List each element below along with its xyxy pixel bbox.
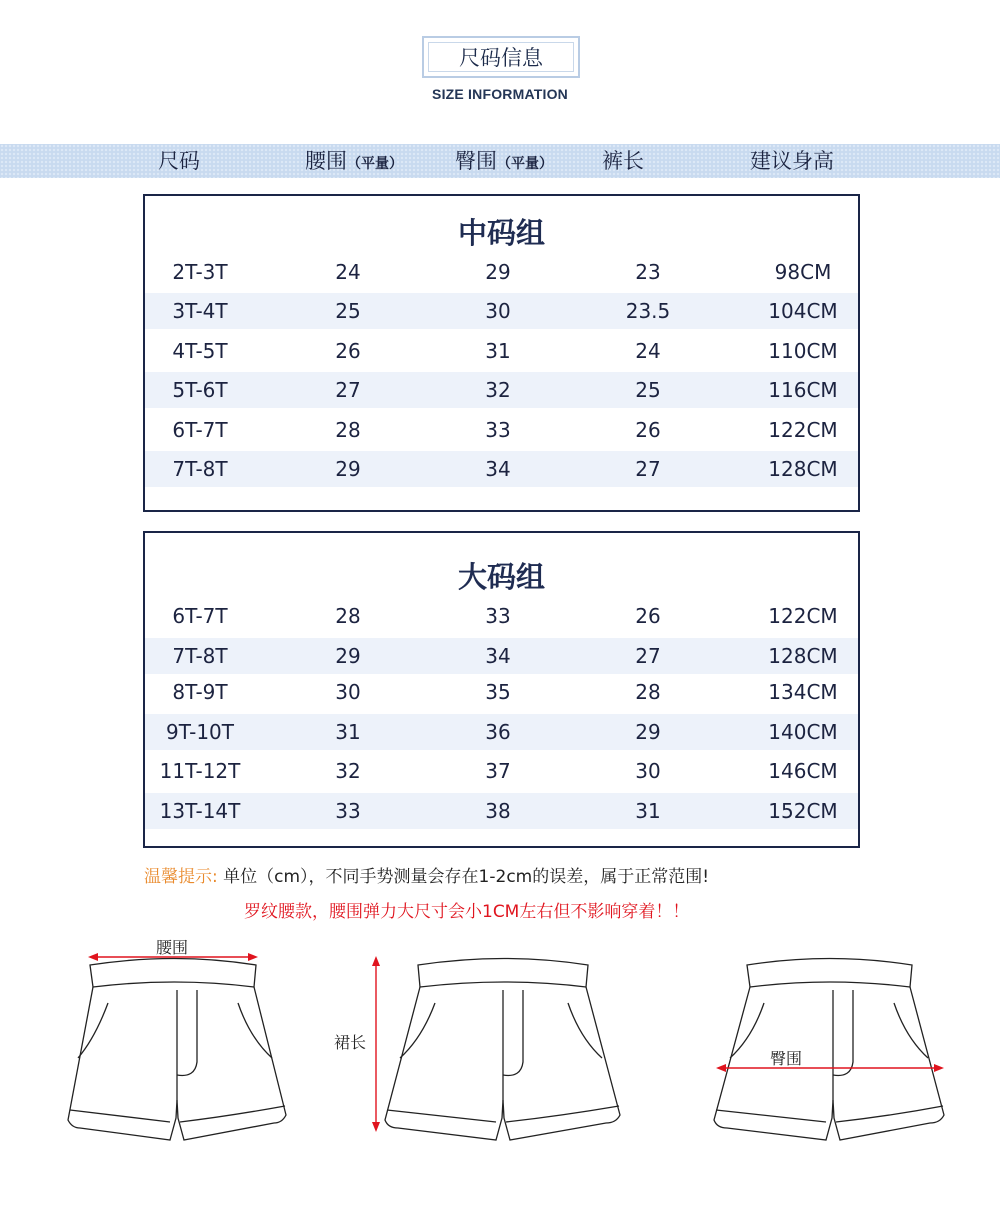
cell-hip: 29 xyxy=(485,260,511,284)
table-row xyxy=(145,372,858,408)
cell-height: 128CM xyxy=(768,457,838,481)
cell-length: 27 xyxy=(635,457,661,481)
cell-length: 24 xyxy=(635,339,661,363)
shorts-waist-illustration xyxy=(60,930,300,1160)
cell-height: 146CM xyxy=(768,759,838,783)
waist-diagram-label: 腰围 xyxy=(156,938,189,957)
arrow-right-icon xyxy=(934,1064,944,1072)
cell-length: 28 xyxy=(635,680,661,704)
table-row xyxy=(145,753,858,789)
cell-hip: 34 xyxy=(485,644,511,668)
cell-hip: 33 xyxy=(485,604,511,628)
cell-height: 134CM xyxy=(768,680,838,704)
cell-waist: 28 xyxy=(335,418,361,442)
size-group-large xyxy=(143,531,860,848)
arrow-left-icon xyxy=(88,953,98,961)
group-title: 大码组 xyxy=(457,560,545,594)
cell-height: 140CM xyxy=(768,720,838,744)
cell-height: 110CM xyxy=(768,339,838,363)
cell-hip: 33 xyxy=(485,418,511,442)
cell-waist: 30 xyxy=(335,680,361,704)
table-row xyxy=(145,674,858,710)
arrow-right-icon xyxy=(248,953,258,961)
cell-height: 152CM xyxy=(768,799,838,823)
cell-size: 9T-10T xyxy=(166,720,234,744)
cell-waist: 26 xyxy=(335,339,361,363)
table-row xyxy=(145,333,858,369)
cell-waist: 29 xyxy=(335,457,361,481)
cell-hip: 31 xyxy=(485,339,511,363)
tips-label: 温馨提示: xyxy=(144,867,218,887)
cell-size: 8T-9T xyxy=(172,680,228,704)
cell-size: 13T-14T xyxy=(159,799,241,823)
cell-size: 7T-8T xyxy=(172,644,228,668)
cell-hip: 34 xyxy=(485,457,511,481)
cell-size: 6T-7T xyxy=(172,604,228,628)
table-row xyxy=(145,412,858,448)
col-header-size: 尺码 xyxy=(158,149,200,173)
cell-height: 128CM xyxy=(768,644,838,668)
col-header-height: 建议身高 xyxy=(750,149,834,173)
length-diagram-label: 裙长 xyxy=(334,1033,367,1052)
cell-length: 26 xyxy=(635,418,661,442)
cell-height: 116CM xyxy=(768,378,838,402)
cell-size: 4T-5T xyxy=(172,339,228,363)
cell-waist: 25 xyxy=(335,299,361,323)
cell-hip: 32 xyxy=(485,378,511,402)
cell-length: 25 xyxy=(635,378,661,402)
col-header-hip-label: 臀围 xyxy=(455,149,497,173)
cell-size: 11T-12T xyxy=(159,759,241,783)
table-row xyxy=(145,293,858,329)
section-subtitle: SIZE INFORMATION xyxy=(432,86,568,102)
cell-size: 5T-6T xyxy=(172,378,228,402)
cell-size: 3T-4T xyxy=(172,299,228,323)
arrow-up-icon xyxy=(372,956,380,966)
hip-diagram-label: 臀围 xyxy=(770,1049,803,1068)
cell-length: 27 xyxy=(635,644,661,668)
section-title-box xyxy=(422,36,580,78)
shorts-length-illustration xyxy=(330,930,630,1160)
table-row xyxy=(145,638,858,674)
cell-height: 122CM xyxy=(768,604,838,628)
cell-height: 122CM xyxy=(768,418,838,442)
col-header-waist xyxy=(305,144,403,178)
cell-length: 26 xyxy=(635,604,661,628)
cell-length: 30 xyxy=(635,759,661,783)
shorts-diagram-hip xyxy=(700,930,950,1160)
tips-text-1: 单位（cm），不同手势测量会存在1-2cm的误差，属于正常范围! xyxy=(223,867,710,887)
cell-waist: 33 xyxy=(335,799,361,823)
table-row xyxy=(145,793,858,829)
arrow-down-icon xyxy=(372,1122,380,1132)
col-header-waist-label: 腰围 xyxy=(305,149,347,173)
cell-size: 2T-3T xyxy=(172,260,228,284)
cell-hip: 30 xyxy=(485,299,511,323)
cell-length: 23.5 xyxy=(625,299,671,323)
cell-hip: 38 xyxy=(485,799,511,823)
cell-waist: 24 xyxy=(335,260,361,284)
cell-waist: 28 xyxy=(335,604,361,628)
col-header-waist-note: （平量） xyxy=(347,156,403,172)
shorts-diagram-waist xyxy=(60,930,300,1160)
cell-height: 98CM xyxy=(774,260,832,284)
table-row xyxy=(145,451,858,487)
table-row xyxy=(145,598,858,634)
cell-length: 29 xyxy=(635,720,661,744)
cell-waist: 29 xyxy=(335,644,361,668)
cell-height: 104CM xyxy=(768,299,838,323)
cell-hip: 35 xyxy=(485,680,511,704)
table-row xyxy=(145,254,858,290)
cell-waist: 32 xyxy=(335,759,361,783)
arrow-left-icon xyxy=(716,1064,726,1072)
tips-line-2: 罗纹腰款，腰围弹力大尺寸会小1CM左右但不影响穿着！！ xyxy=(244,902,690,922)
size-group-medium xyxy=(143,194,860,512)
cell-length: 23 xyxy=(635,260,661,284)
group-title: 中码组 xyxy=(457,216,545,250)
cell-waist: 31 xyxy=(335,720,361,744)
section-title: 尺码信息 xyxy=(428,42,574,72)
col-header-length: 裤长 xyxy=(602,149,644,173)
cell-size: 7T-8T xyxy=(172,457,228,481)
shorts-diagram-length xyxy=(330,930,630,1160)
table-row xyxy=(145,714,858,750)
cell-hip: 36 xyxy=(485,720,511,744)
cell-hip: 37 xyxy=(485,759,511,783)
tips-line-1 xyxy=(144,862,709,887)
col-header-hip xyxy=(455,144,553,178)
column-header-band xyxy=(0,144,1000,178)
cell-length: 31 xyxy=(635,799,661,823)
col-header-hip-note: （平量） xyxy=(497,156,553,172)
cell-size: 6T-7T xyxy=(172,418,228,442)
cell-waist: 27 xyxy=(335,378,361,402)
shorts-hip-illustration xyxy=(700,930,950,1160)
